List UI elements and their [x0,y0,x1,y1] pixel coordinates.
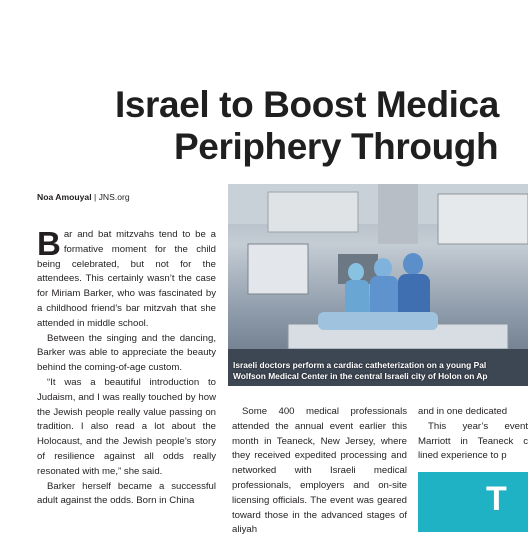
byline-source: JNS.org [98,192,130,202]
caption-line-2: Wolfson Medical Center in the central Israeli city of Holon on Ap [233,370,488,381]
caption-line-1: Israeli doctors perform a cardiac catheterization on a young Pal [233,360,487,370]
drop-cap: B [37,225,61,262]
paragraph-2: Between the singing and the dancing, Barker was able to appreciate the beauty behind the coming-of-age custom. [37,332,216,374]
article-column-1 [37,225,216,509]
paragraph-3: “It was a beautiful introduction to Judaism, and I was really touched by how the Jewish people really value passing on tradition. I also read a lot about the Holocaust, and the Jewish people’s story of resilience against all odds really resonated with me,” she said. [37,376,216,477]
byline [37,192,130,202]
operating-room-illustration [228,184,528,386]
paragraph-4: Barker herself became a successful adult against the odds. Born in China [37,480,216,507]
article-photo [228,184,528,386]
column-2-paragraph-1: Some 400 medical professionals attended the annual event earlier this month in Teaneck, New Jersey, where they received expedited processing and networked with Israeli medical professionals, employers and on-site licensing officials. The event was geared toward those in the advanced stages of aliyah [232,406,407,536]
article-column-3 [418,405,528,464]
column-3-paragraph-1: and in one dedicated [418,406,508,417]
paragraph-1-text: ar and bat mitzvahs tend to be a formative moment for the child being celebrated, but not for the attendees. This certainly wasn’t the case for Miriam Barker, who was fascinated by a childhood friend’s bar mitzvah that she attended in middle school. [37,229,216,329]
teal-sidebar-box [418,472,528,532]
article-column-2 [232,405,407,538]
paragraph-1 [37,225,216,332]
sidebar-letter: T [486,480,507,518]
column-3-paragraph-2: This year’s event Marriott in Teaneck c lined experience to p [418,420,528,462]
byline-separator: | [91,192,99,202]
headline-line-1: Israel to Boost Medica [115,84,499,125]
photo-caption [233,360,488,381]
byline-author: Noa Amouyal [37,192,92,202]
headline-line-2: Periphery Through [174,126,499,167]
